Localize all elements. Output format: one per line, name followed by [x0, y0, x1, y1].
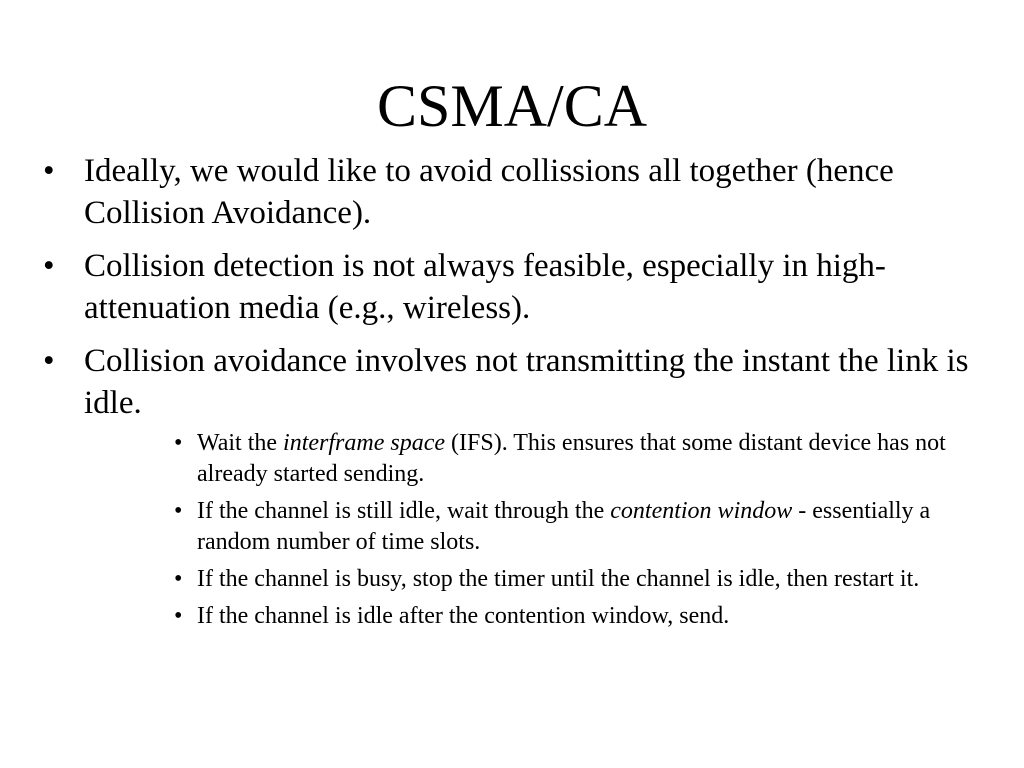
- slide-title: CSMA/CA: [376, 73, 648, 139]
- subbullet-list: [172, 428, 992, 632]
- bullet-item: [40, 245, 990, 329]
- bullet-item: [40, 150, 990, 234]
- bullet-list: [40, 150, 990, 643]
- bullet-glyph: •: [43, 343, 55, 379]
- subbullet-item: [172, 496, 992, 558]
- subbullet-term: contention window: [610, 498, 793, 524]
- subbullet-glyph: •: [174, 430, 183, 456]
- bullet-text: Ideally, we would like to avoid collissions all together (hence Collision Avoidance).: [84, 153, 894, 231]
- subbullet-glyph: •: [174, 603, 183, 629]
- subbullet-item: [172, 428, 992, 490]
- subbullet-item: [172, 564, 992, 595]
- subbullet-item: [172, 601, 992, 632]
- subbullet-glyph: •: [174, 498, 183, 524]
- subbullet-text-before: If the channel is still idle, wait through the: [197, 498, 611, 524]
- bullet-text: Collision detection is not always feasible, especially in high-attenuation media (e.g., wireless).: [84, 248, 886, 326]
- bullet-glyph: •: [43, 153, 55, 189]
- bullet-item: [40, 340, 990, 632]
- subbullet-text-before: Wait the: [197, 430, 284, 456]
- bullet-text: Collision avoidance involves not transmitting the instant the link is idle.: [84, 343, 969, 421]
- subbullet-glyph: •: [174, 566, 183, 592]
- subbullet-text: If the channel is busy, stop the timer until the channel is idle, then restart it.: [197, 566, 920, 592]
- subbullet-text-after: - essentially a random number of time slots.: [197, 498, 931, 555]
- subbullet-term: interframe space: [283, 430, 446, 456]
- bullet-glyph: •: [43, 248, 55, 284]
- subbullet-text-after: (IFS). This ensures that some distant device has not already started sending.: [197, 430, 946, 487]
- subbullet-text: If the channel is idle after the contention window, send.: [197, 603, 730, 629]
